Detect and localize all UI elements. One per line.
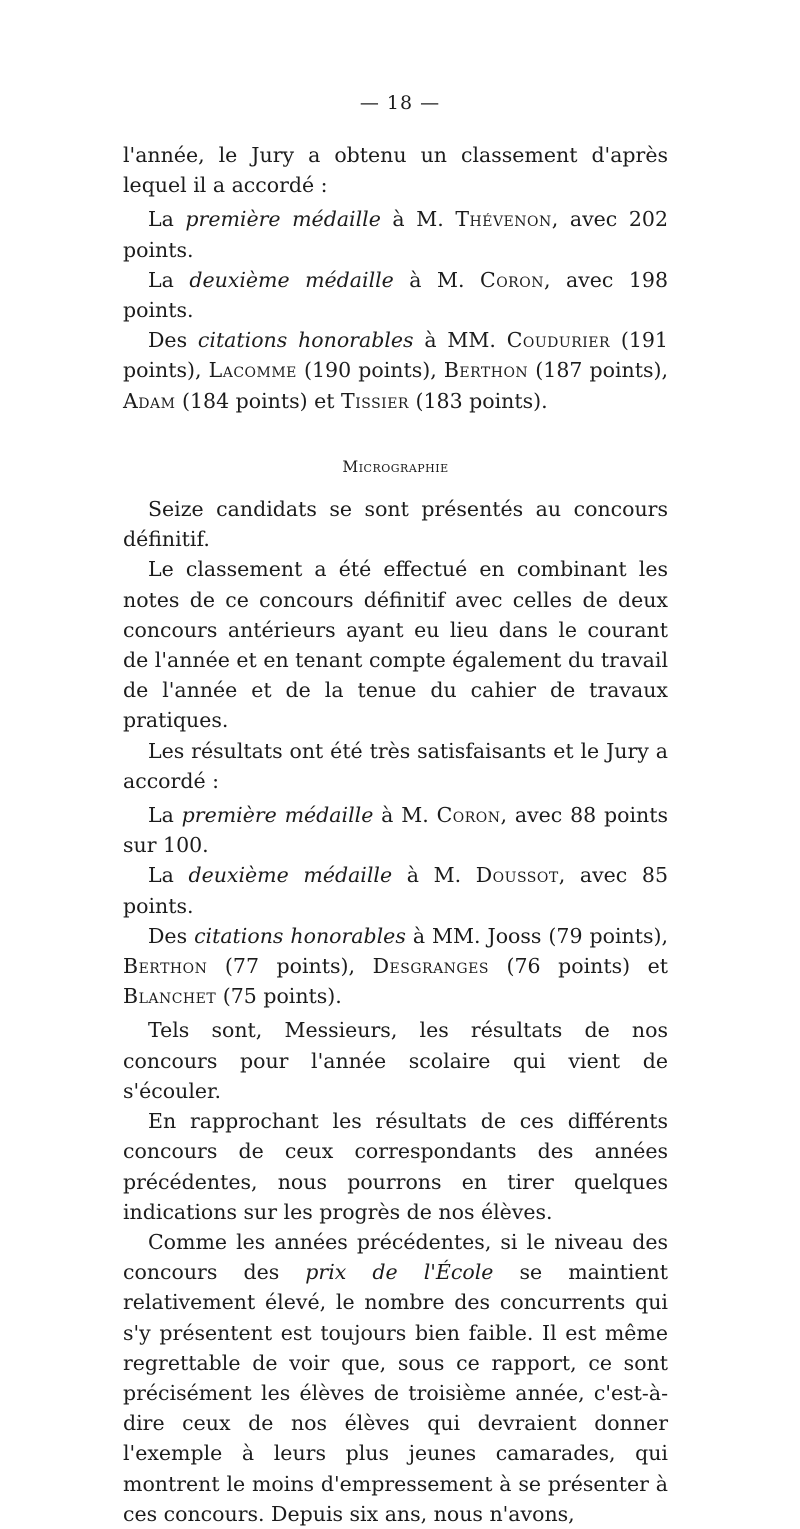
award-label: citations honorables [194,923,406,948]
laureate-name: Coron [436,803,501,828]
award-prefix: La [148,267,190,292]
laureate-name: Thévenon [455,207,552,232]
award-label: citations honorables [197,328,414,353]
paragraph [123,1227,668,1529]
laureate-name: Tissier [341,388,409,413]
laureate-points: (187 points), [528,358,669,383]
laureate-name: Blanchet [123,984,217,1009]
laureate-points: (76 points) et [488,954,668,979]
award-citations [123,325,668,416]
laureate-name: Jooss [487,923,542,948]
award-label: première médaille [181,803,374,828]
award-prefix: Des [148,923,195,948]
award-second-medal [123,860,668,920]
award-citations [123,921,668,1012]
paragraph: Tels sont, Messieurs, les résultats de nos concours pour l'année scolaire qui vient de s'écouler. [123,1018,668,1103]
award-prefix: La [148,207,186,232]
laureate-name: Berthon [123,954,208,979]
paragraph: En rapprochant les résultats de ces différents concours de ceux correspondants des années précédentes, nous pourrons en tirer quelques indications sur les progrès de nos élèves. [123,1109,668,1224]
intro-paragraph: l'année, le Jury a obtenu un classement d'après lequel il a accordé : [123,143,668,198]
laureate-points: (190 points), [296,358,444,383]
award-mid: à M. [392,863,476,888]
laureate-points: (184 points) et [175,388,342,413]
award-suffix: , avec 85 points. [123,863,669,918]
laureate-name: Coudurier [506,328,611,353]
laureate-name: Desgranges [372,954,489,979]
award-first-medal [123,800,668,860]
laureate-name: Doussot [475,863,559,888]
paragraph: Le classement a été effectué en combinant les notes de ce concours définitif avec celles de deux concours antérieurs ayant eu lieu dans le courant de l'année et en tenant compte également du travail de l'année et de la tenue du cahier de travaux pratiques. [123,557,668,733]
laureate-name: Berthon [443,358,529,383]
award-prefix: La [148,863,189,888]
laureate-points: (79 points), [541,923,668,948]
award-label: deuxième médaille [188,863,393,888]
text-run: se maintient relativement élevé, le nombre des concurrents qui s'y présentent est toujours bien faible. Il est même regrettable de voir que, sous ce rapport, ce sont précisément les élèves de troisième année, c'est-à-dire ceux de nos élèves qui devraient donner l'exemple à leurs plus jeunes camarades, qui montrent le moins d'empressement à se présenter à ces concours. Depuis six ans, nous n'avons, [123,1260,668,1526]
section-heading: Micrographie [342,457,449,476]
award-suffix: , avec 202 points. [123,207,668,262]
award-mid: à M. [393,267,481,292]
award-mid: à M. [380,207,456,232]
award-suffix: , avec 198 points. [123,267,668,323]
award-mid: à MM. [405,923,488,948]
laureate-name: Lacomme [208,358,297,383]
paragraph: Seize candidats se sont présentés au concours définitif. [123,497,668,552]
text-run: Comme les années précédentes, si le niveau des concours des [123,1229,668,1285]
body-text [123,140,668,1529]
laureate-points: (75 points). [216,984,342,1009]
paragraph: Les résultats ont été très satisfaisants et le Jury a accordé : [123,738,668,793]
laureate-name: Coron [480,267,544,292]
laureate-points: (183 points). [408,388,548,413]
laureate-name: Adam [123,388,176,413]
award-first-medal [123,204,668,264]
italic-text: prix de l'École [305,1260,494,1285]
award-prefix: La [148,803,182,828]
laureate-points: (77 points), [207,954,373,979]
award-label: deuxième médaille [189,267,394,292]
award-second-medal [123,265,668,325]
award-mid: à M. [373,803,437,828]
award-prefix: Des [148,328,198,353]
page-number: — 18 — [359,92,441,114]
award-suffix: , avec 88 points sur 100. [123,803,668,858]
award-label: première médaille [185,207,381,232]
laureate-points: (191 points), [123,328,668,383]
award-mid: à MM. [413,328,507,353]
